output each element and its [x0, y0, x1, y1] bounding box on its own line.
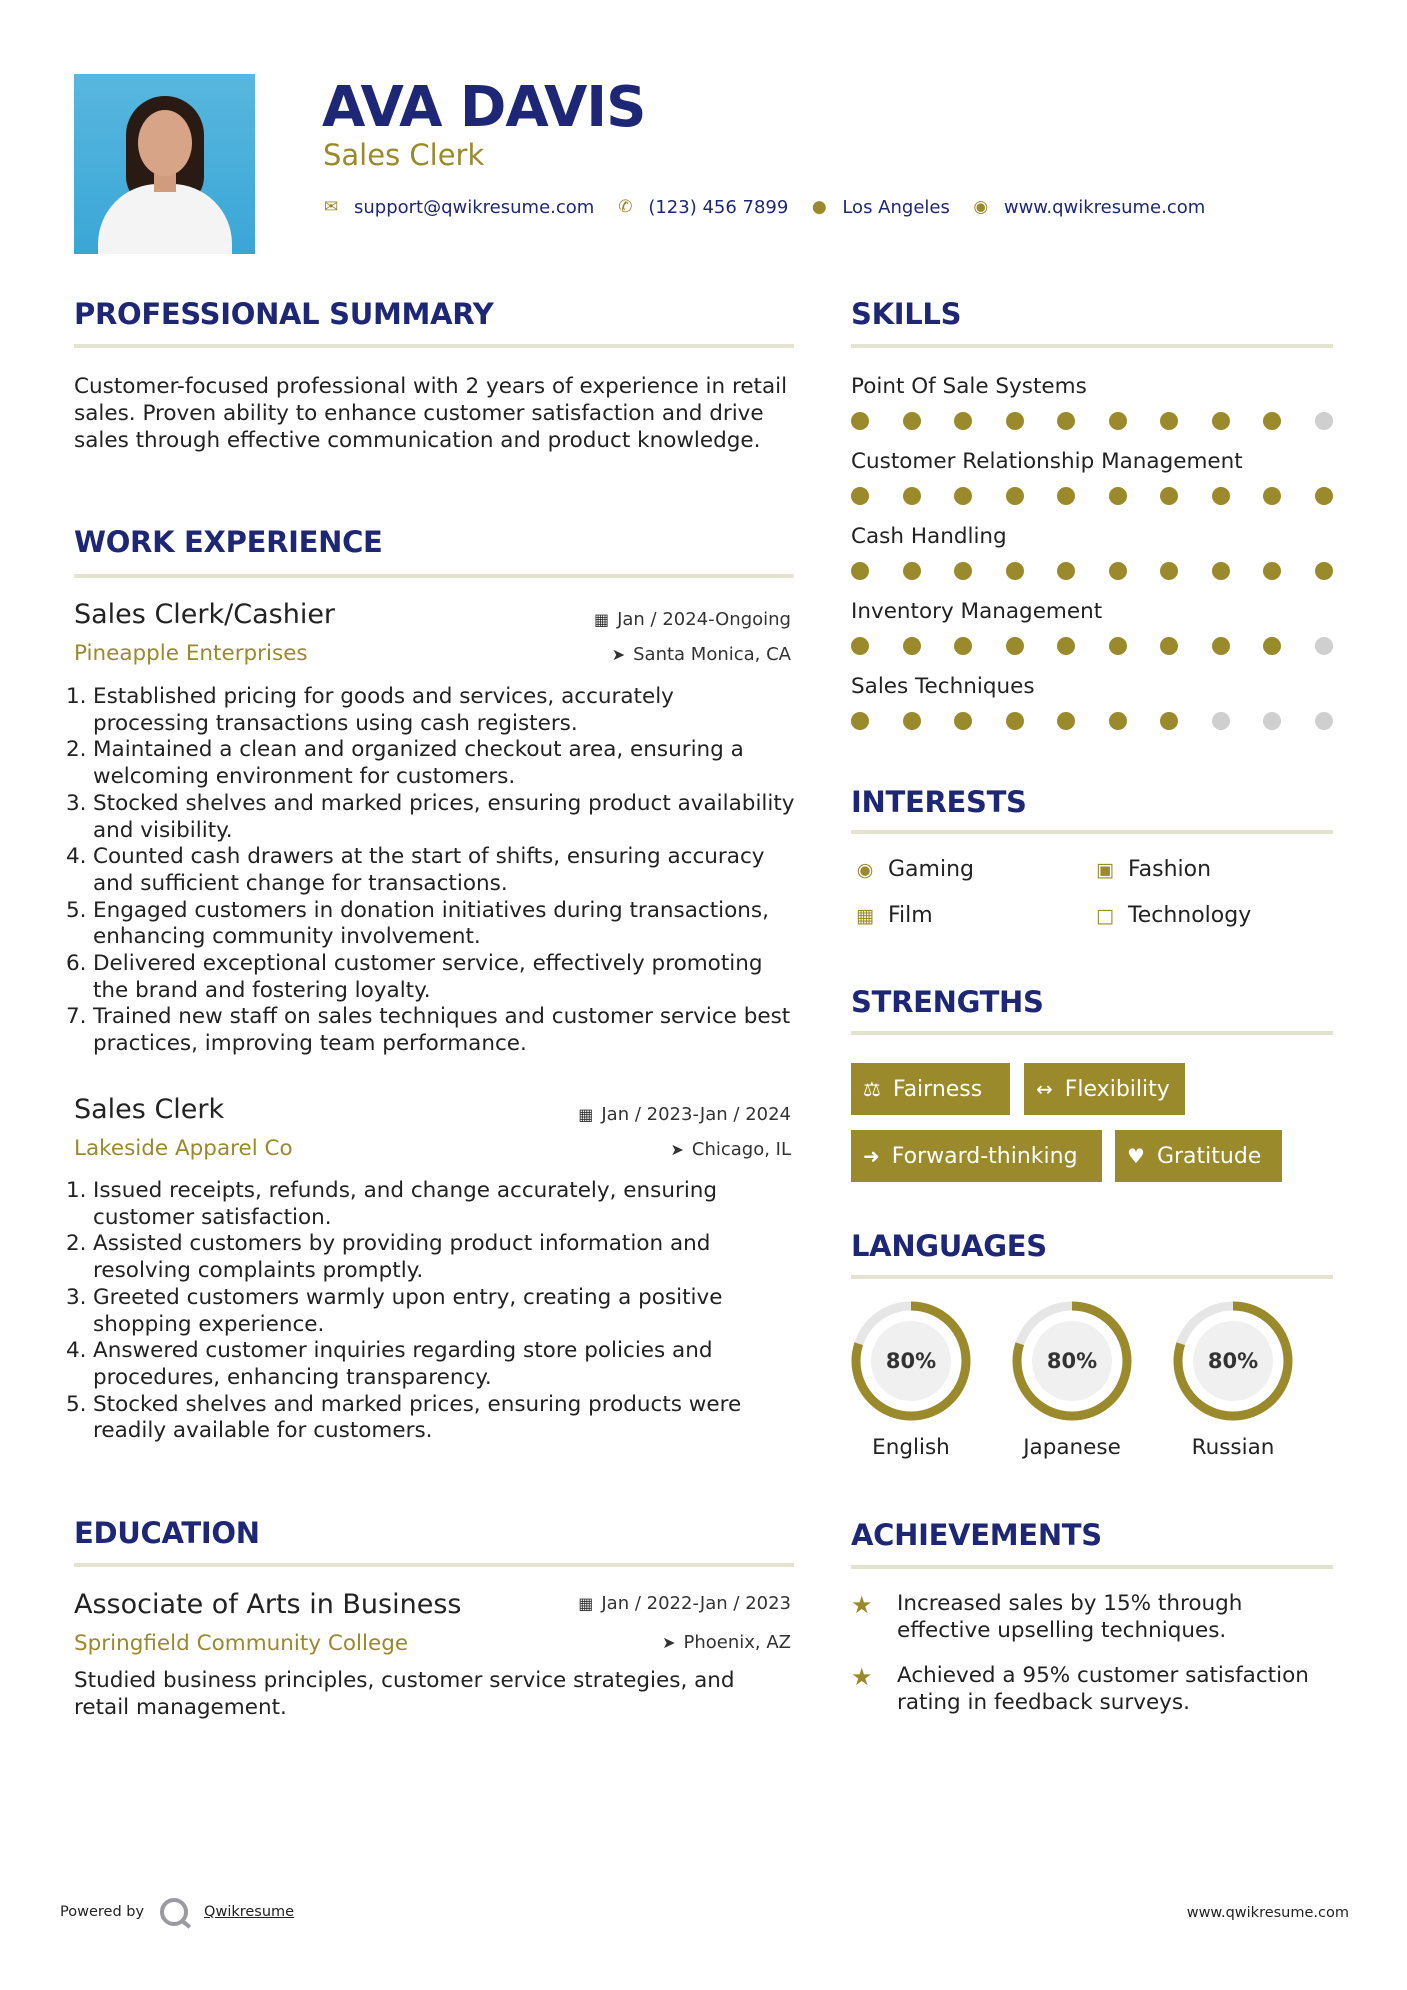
skill-label: Cash Handling: [851, 524, 1007, 549]
strength-tag: ↔ Flexibility: [1024, 1063, 1185, 1115]
rating-dot-filled: [903, 712, 921, 730]
achievement-item: ★ Increased sales by 15% through effective upselling techniques.: [851, 1591, 1243, 1643]
language-percent: 80%: [1046, 1349, 1098, 1373]
strength-tag: ♥ Gratitude: [1115, 1130, 1282, 1182]
rating-dot-filled: [1315, 487, 1333, 505]
envelope-icon: ✉: [323, 197, 339, 217]
list-item: 4. Answered customer inquiries regarding store policies and procedures, enhancing transparency.: [66, 1338, 713, 1390]
degree-title: Associate of Arts in Business: [74, 1589, 462, 1620]
rating-dot-empty: [1315, 712, 1333, 730]
rating-dot-filled: [1263, 487, 1281, 505]
job-title: Sales Clerk/Cashier: [74, 599, 336, 630]
heart-icon: ♥: [1127, 1144, 1145, 1168]
contact-email[interactable]: support@qwikresume.com: [354, 196, 595, 218]
school-name: Springfield Community College: [74, 1631, 409, 1656]
language-name: English: [872, 1435, 950, 1460]
job-location-text: Chicago, IL: [691, 1139, 791, 1160]
skill-rating: [851, 411, 1333, 431]
rating-dot-empty: [1212, 712, 1230, 730]
candidate-name: AVA DAVIS: [322, 75, 646, 140]
education-description: Studied business principles, customer service strategies, and retail management.: [74, 1668, 735, 1720]
interests-heading: INTERESTS: [851, 785, 1027, 819]
globe-icon: ◉: [973, 197, 989, 217]
star-icon: ★: [851, 1591, 873, 1619]
rating-dot-filled: [1160, 487, 1178, 505]
rating-dot-filled: [1057, 412, 1075, 430]
calendar-icon: ▦: [593, 610, 610, 629]
rating-dot-filled: [1212, 412, 1230, 430]
job-location: [670, 1138, 791, 1162]
profile-photo: [74, 74, 255, 254]
laptop-icon: □: [1096, 905, 1114, 927]
job-company: Pineapple Enterprises: [74, 641, 308, 666]
language-item: [849, 1299, 973, 1460]
language-item: [1171, 1299, 1295, 1460]
rating-dot-filled: [954, 712, 972, 730]
list-item: 3. Stocked shelves and marked prices, ensuring product availability and visibility.: [66, 790, 795, 843]
rating-dot-filled: [851, 712, 869, 730]
rating-dot-filled: [1263, 412, 1281, 430]
summary-heading: PROFESSIONAL SUMMARY: [74, 297, 494, 331]
gamepad-icon: ◉: [856, 859, 874, 881]
calendar-icon: ▦: [578, 1105, 594, 1124]
skill-label: Customer Relationship Management: [851, 449, 1243, 474]
footer-brand-link[interactable]: Qwikresume: [204, 1904, 295, 1920]
rating-dot-filled: [954, 412, 972, 430]
film-icon: ▦: [856, 905, 874, 927]
calendar-icon: ▦: [578, 1594, 594, 1613]
skill-label: Sales Techniques: [851, 674, 1035, 699]
rating-dot-empty: [1315, 412, 1333, 430]
rating-dot-filled: [1109, 637, 1127, 655]
footer-powered-by: Powered by Qwikresume: [60, 1898, 294, 1926]
contact-location: Los Angeles: [842, 196, 950, 218]
skill-rating: [851, 486, 1333, 506]
arrows-horizontal-icon: ↔: [1036, 1077, 1053, 1101]
rating-dot-filled: [851, 412, 869, 430]
interest-film: ▦ Film: [851, 902, 933, 930]
rating-dot-filled: [1006, 412, 1024, 430]
rating-dot-filled: [1109, 412, 1127, 430]
rating-dot-filled: [1006, 637, 1024, 655]
job-dates: [594, 608, 791, 632]
rating-dot-filled: [1212, 562, 1230, 580]
rating-dot-filled: [851, 487, 869, 505]
rating-dot-filled: [903, 487, 921, 505]
achievements-divider: [851, 1565, 1333, 1569]
contact-bar: [322, 193, 1227, 221]
list-item: 2. Assisted customers by providing product information and resolving complaints promptly.: [66, 1231, 711, 1284]
skill-rating: [851, 711, 1333, 731]
list-item: 5. Stocked shelves and marked prices, ensuring products were readily available for customers.: [66, 1391, 742, 1444]
strengths-divider: [851, 1031, 1333, 1035]
shopping-bag-icon: ▣: [1096, 859, 1114, 881]
rating-dot-filled: [1109, 487, 1127, 505]
languages-divider: [851, 1275, 1333, 1279]
education-location-text: Phoenix, AZ: [683, 1632, 791, 1653]
qwikresume-logo-icon: [160, 1898, 188, 1926]
rating-dot-filled: [1212, 487, 1230, 505]
language-percent: 80%: [1207, 1349, 1259, 1373]
interest-gaming: ◉ Gaming: [851, 856, 974, 884]
strength-tag: ⚖ Fairness: [851, 1063, 1010, 1115]
pushpin-icon: ➤: [611, 645, 626, 664]
achievement-item: ★ Achieved a 95% customer satisfaction rating in feedback surveys.: [851, 1663, 1309, 1715]
rating-dot-filled: [1006, 562, 1024, 580]
skills-heading: SKILLS: [851, 297, 962, 331]
summary-divider: [74, 344, 794, 348]
rating-dot-filled: [954, 562, 972, 580]
star-icon: ★: [851, 1663, 873, 1691]
strength-tag: ➜ Forward-thinking: [851, 1130, 1102, 1182]
job-dates-text: Jan / 2023-Jan / 2024: [601, 1104, 791, 1125]
rating-dot-filled: [1109, 712, 1127, 730]
list-item: 3. Greeted customers warmly upon entry, creating a positive shopping experience.: [66, 1284, 723, 1337]
job-bullets: [66, 1178, 796, 1445]
language-item: [1010, 1299, 1134, 1460]
candidate-title: Sales Clerk: [323, 138, 485, 172]
rating-dot-filled: [1315, 562, 1333, 580]
languages-heading: LANGUAGES: [851, 1229, 1047, 1263]
interests-divider: [851, 830, 1333, 834]
education-location: [662, 1631, 791, 1655]
language-name: Russian: [1191, 1435, 1275, 1460]
language-name: Japanese: [1023, 1435, 1121, 1460]
job-company: Lakeside Apparel Co: [74, 1136, 293, 1161]
contact-phone[interactable]: (123) 456 7899: [648, 196, 789, 218]
skill-label: Point Of Sale Systems: [851, 374, 1087, 399]
rating-dot-filled: [1006, 487, 1024, 505]
experience-heading: WORK EXPERIENCE: [74, 525, 383, 559]
experience-divider: [74, 574, 794, 578]
education-dates: [578, 1592, 791, 1616]
contact-website[interactable]: www.qwikresume.com: [1003, 196, 1206, 218]
rating-dot-filled: [903, 562, 921, 580]
pushpin-icon: ➤: [670, 1140, 684, 1159]
job-bullets: [66, 684, 796, 1058]
list-item: 2. Maintained a clean and organized checkout area, ensuring a welcoming environment for customers.: [66, 737, 744, 790]
rating-dot-filled: [1263, 562, 1281, 580]
pushpin-icon: ➤: [662, 1633, 676, 1652]
rating-dot-filled: [903, 637, 921, 655]
rating-dot-filled: [1006, 712, 1024, 730]
map-marker-icon: ●: [811, 197, 827, 217]
rating-dot-filled: [1160, 412, 1178, 430]
phone-icon: ✆: [618, 197, 633, 217]
skill-rating: [851, 561, 1333, 581]
education-heading: EDUCATION: [74, 1516, 260, 1550]
skill-label: Inventory Management: [851, 599, 1103, 624]
job-dates-text: Jan / 2024-Ongoing: [617, 609, 791, 630]
rating-dot-filled: [851, 562, 869, 580]
rating-dot-filled: [1263, 637, 1281, 655]
language-percent: 80%: [885, 1349, 937, 1373]
rating-dot-filled: [1160, 637, 1178, 655]
job-title: Sales Clerk: [74, 1094, 225, 1125]
summary-text: Customer-focused professional with 2 years of experience in retail sales. Proven ability to enhance customer satisfaction and drive sales through effective communication and product knowledge.: [74, 374, 788, 453]
rating-dot-filled: [851, 637, 869, 655]
rating-dot-filled: [1109, 562, 1127, 580]
list-item: 1. Issued receipts, refunds, and change accurately, ensuring customer satisfaction.: [66, 1178, 718, 1230]
strengths-heading: STRENGTHS: [851, 985, 1044, 1019]
arrow-right-icon: ➜: [863, 1144, 880, 1168]
interest-technology: □ Technology: [1091, 902, 1251, 930]
education-dates-text: Jan / 2022-Jan / 2023: [601, 1593, 791, 1614]
interest-fashion: ▣ Fashion: [1091, 856, 1211, 884]
rating-dot-filled: [1057, 637, 1075, 655]
balance-scale-icon: ⚖: [863, 1077, 881, 1101]
rating-dot-empty: [1263, 712, 1281, 730]
footer-url[interactable]: www.qwikresume.com: [1186, 1905, 1349, 1921]
job-location-text: Santa Monica, CA: [633, 644, 791, 665]
rating-dot-filled: [1160, 562, 1178, 580]
rating-dot-filled: [1212, 637, 1230, 655]
rating-dot-filled: [1160, 712, 1178, 730]
list-item: 1. Established pricing for goods and services, accurately processing transactions using cash registers.: [66, 684, 674, 736]
list-item: 5. Engaged customers in donation initiatives during transactions, enhancing community involvement.: [66, 897, 769, 950]
job-dates: [578, 1103, 791, 1127]
rating-dot-empty: [1315, 637, 1333, 655]
list-item: 4. Counted cash drawers at the start of shifts, ensuring accuracy and sufficient change for transactions.: [66, 844, 765, 896]
rating-dot-filled: [1057, 562, 1075, 580]
rating-dot-filled: [1057, 712, 1075, 730]
rating-dot-filled: [903, 412, 921, 430]
achievements-heading: ACHIEVEMENTS: [851, 1518, 1102, 1552]
rating-dot-filled: [1057, 487, 1075, 505]
skills-divider: [851, 344, 1333, 348]
list-item: 6. Delivered exceptional customer service, effectively promoting the brand and fostering loyalty.: [66, 951, 763, 1003]
rating-dot-filled: [954, 637, 972, 655]
rating-dot-filled: [954, 487, 972, 505]
job-location: [612, 643, 791, 667]
education-divider: [74, 1563, 794, 1567]
skill-rating: [851, 636, 1333, 656]
list-item: 7. Trained new staff on sales techniques and customer service best practices, improving team performance.: [66, 1004, 791, 1057]
